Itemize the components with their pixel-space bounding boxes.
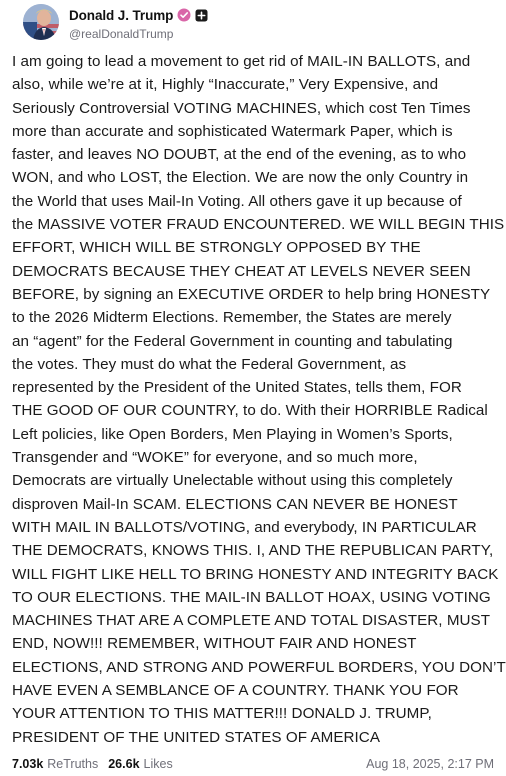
post-text-line: YOUR ATTENTION TO THIS MATTER!!! DONALD J. TRUMP, [12, 705, 432, 723]
post-text-line: THE GOOD OF OUR COUNTRY, to do. With their HORRIBLE Radical [12, 402, 488, 420]
likes-stat[interactable] [108, 757, 172, 771]
follow-plus-icon[interactable] [195, 9, 208, 22]
post-text-line: MACHINES THAT ARE A COMPLETE AND TOTAL DISASTER, MUST [12, 612, 491, 630]
post-text-line: PRESIDENT OF THE UNITED STATES OF AMERICA [12, 728, 380, 746]
post-text-line: Left policies, like Open Borders, Men Playing in Women’s Sports, [12, 425, 453, 443]
post-text-line: HAVE EVEN A SEMBLANCE OF A COUNTRY. THANK YOU FOR [12, 682, 459, 700]
post-text-line: represented by the President of the United States, tells them, FOR [12, 379, 462, 397]
post-text-line: the votes. They must do what the Federal Government, as [12, 355, 407, 373]
retruths-count: 7.03k [12, 757, 44, 771]
post-text-line: also, while we’re at it, Highly “Inaccurate,” Very Expensive, and [12, 76, 439, 94]
user-handle[interactable]: @realDonaldTrump [69, 27, 174, 41]
verified-badge-icon [177, 8, 191, 22]
post-text-line: the World that uses Mail-In Voting. All others gave it up because of [12, 192, 462, 210]
likes-count: 26.6k [108, 757, 140, 771]
post-text-line: WITH MAIL IN BALLOTS/VOTING, and everybody, IN PARTICULAR [12, 518, 477, 536]
likes-label: Likes [143, 757, 173, 771]
post-text-line: EFFORT, WHICH WILL BE STRONGLY OPPOSED BY THE [12, 239, 421, 257]
post-text-line: BEFORE, by signing an EXECUTIVE ORDER to help bring HONESTY [12, 285, 491, 303]
post-text-line: WILL FIGHT LIKE HELL TO BRING HONESTY AND INTEGRITY BACK [12, 565, 499, 583]
post-text-line: faster, and leaves NO DOUBT, at the end of the evening, as to who [12, 146, 467, 164]
post-text-line: ELECTIONS, AND STRONG AND POWERFUL BORDERS, YOU DON’T [12, 658, 506, 676]
post-text-line: the MASSIVE VOTER FRAUD ENCOUNTERED. WE WILL BEGIN THIS [12, 216, 505, 234]
post-footer [12, 754, 494, 774]
display-name[interactable]: Donald J. Trump [69, 7, 174, 23]
post-text [12, 50, 506, 749]
post-text-line: TO OUR ELECTIONS. THE MAIL-IN BALLOT HOAX, USING VOTING [12, 588, 491, 606]
post-timestamp[interactable]: Aug 18, 2025, 2:17 PM [366, 757, 494, 771]
post-text-line: Seriously Controversial VOTING MACHINES, which cost Ten Times [12, 99, 471, 117]
post-text-line: disproven Mail-In SCAM. ELECTIONS CAN NEVER BE HONEST [12, 495, 458, 513]
post-text-line: Democrats are virtually Unelectable without using this completely [12, 472, 453, 490]
post-text-line: Transgender and “WOKE” for everyone, and so much more, [12, 449, 418, 467]
post-header [12, 0, 494, 50]
retruths-stat[interactable] [12, 757, 98, 771]
post-text-line: more than accurate and sophisticated Watermark Paper, which is [12, 122, 453, 140]
post-text-line: an “agent” for the Federal Government in counting and tabulating [12, 332, 453, 350]
retruths-label: ReTruths [47, 757, 99, 771]
name-row [69, 5, 208, 25]
post-text-line: WON, and who LOST, the Election. We are now the only Country in [12, 169, 469, 187]
post-text-line: THE DEMOCRATS, KNOWS THIS. I, AND THE REPUBLICAN PARTY, [12, 542, 494, 560]
post-text-line: I am going to lead a movement to get rid of MAIL-IN BALLOTS, and [12, 53, 471, 70]
post-text-line: END, NOW!!! REMEMBER, WITHOUT FAIR AND HONEST [12, 635, 417, 653]
post-text-line: DEMOCRATS BECAUSE THEY CHEAT AT LEVELS NEVER SEEN [12, 262, 471, 280]
avatar[interactable] [23, 4, 59, 40]
avatar-image [23, 4, 59, 40]
post-text-line: to the 2026 Midterm Elections. Remember, the States are merely [12, 309, 452, 327]
